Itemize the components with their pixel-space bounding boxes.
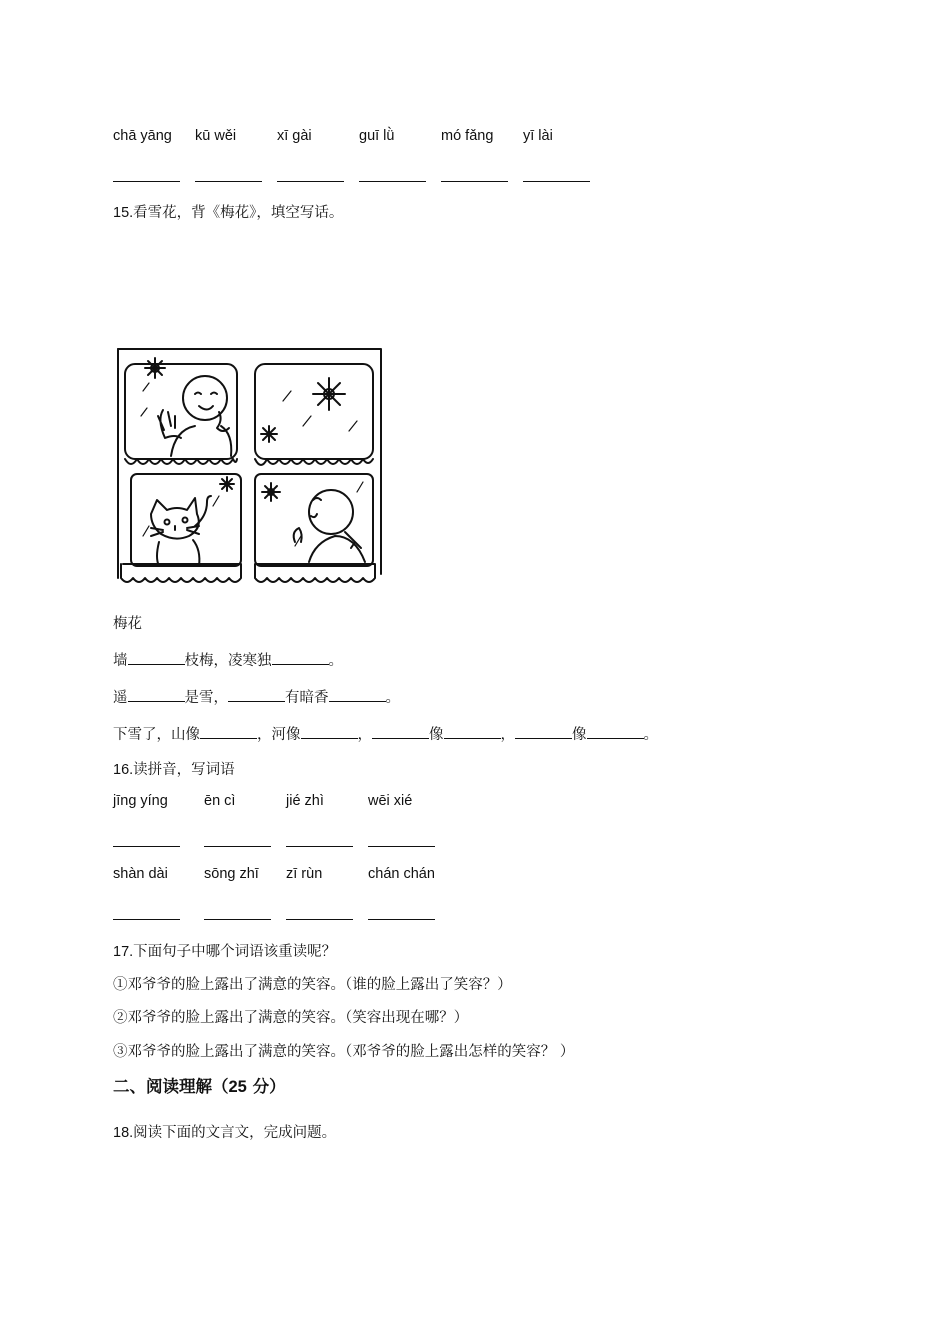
answer-line[interactable] [204, 919, 271, 920]
answer-line[interactable] [113, 919, 180, 920]
pinyin-item: mó fǎng [441, 128, 494, 144]
poem-title: 梅花 [113, 616, 142, 632]
pinyin-item: yī lài [523, 128, 553, 144]
answer-line[interactable] [113, 846, 180, 847]
sentence-text: 下雪了，山像 [113, 727, 200, 743]
pinyin-item: guī lǜ [359, 128, 395, 144]
answer-line[interactable] [204, 846, 271, 847]
sentence-text: 像 [572, 727, 587, 743]
q17-prompt [113, 940, 336, 961]
question-number: 16. [113, 762, 134, 778]
answer-line[interactable] [368, 919, 435, 920]
q17-item-1: ①邓爷爷的脸上露出了满意的笑容。（谁的脸上露出了笑容？） [113, 977, 512, 993]
writing-line [113, 723, 658, 744]
question-number: 18. [113, 1125, 134, 1141]
snow-window-illustration [113, 346, 385, 586]
question-text: 读拼音，写词语 [133, 762, 235, 778]
pinyin-item: jīng yíng [113, 793, 168, 809]
poem-text: 枝梅，凌寒独 [184, 653, 272, 669]
fill-blank[interactable] [228, 700, 285, 702]
answer-line[interactable] [523, 181, 590, 182]
pinyin-item: sōng zhī [204, 866, 259, 882]
pinyin-item: chā yāng [113, 128, 172, 144]
fill-blank[interactable] [272, 663, 329, 665]
answer-line[interactable] [195, 181, 262, 182]
pinyin-item: xī gài [277, 128, 312, 144]
sentence-text: 。 [643, 727, 658, 743]
answer-line[interactable] [368, 846, 435, 847]
heading-text: 分） [246, 1077, 286, 1096]
fill-blank[interactable] [515, 737, 572, 739]
poem-text: 墙 [113, 653, 128, 669]
poem-text: 是雪， [184, 690, 228, 706]
q18-prompt [113, 1121, 336, 1142]
answer-line[interactable] [359, 181, 426, 182]
heading-score: 25 [228, 1078, 247, 1096]
question-number: 15. [113, 205, 134, 221]
answer-line[interactable] [441, 181, 508, 182]
sentence-text: ， [500, 727, 515, 743]
q16-prompt [113, 758, 235, 779]
window-drawing-icon [113, 346, 385, 586]
pinyin-item: zī rùn [286, 866, 323, 882]
poem-text: 。 [385, 690, 400, 706]
poem-line-2 [113, 686, 400, 707]
fill-blank[interactable] [128, 663, 185, 665]
fill-blank[interactable] [444, 737, 501, 739]
answer-line[interactable] [277, 181, 344, 182]
poem-text: 遥 [113, 690, 128, 706]
sentence-text: ，河像 [257, 727, 301, 743]
pinyin-item: shàn dài [113, 866, 168, 882]
q17-item-3: ③邓爷爷的脸上露出了满意的笑容。（邓爷爷的脸上露出怎样的笑容？ ） [113, 1044, 575, 1060]
question-number: 17. [113, 944, 134, 960]
fill-blank[interactable] [329, 700, 386, 702]
q15-prompt [113, 201, 343, 222]
q17-item-2: ②邓爷爷的脸上露出了满意的笑容。（笑容出现在哪？） [113, 1010, 469, 1026]
fill-blank[interactable] [587, 737, 644, 739]
section-heading [113, 1073, 286, 1097]
pinyin-item: kū wěi [195, 128, 237, 144]
pinyin-item: chán chán [368, 866, 435, 882]
sentence-text: ， [357, 727, 372, 743]
fill-blank[interactable] [301, 737, 358, 739]
poem-text: 有暗香 [285, 690, 329, 706]
pinyin-item: ēn cì [204, 793, 236, 809]
pinyin-item: wēi xié [368, 793, 413, 809]
question-text: 阅读下面的文言文，完成问题。 [133, 1125, 337, 1141]
question-text: 看雪花，背《梅花》，填空写话。 [133, 205, 344, 221]
answer-line[interactable] [286, 846, 353, 847]
heading-text: 二、阅读理解（ [113, 1077, 229, 1096]
sentence-text: 像 [429, 727, 444, 743]
fill-blank[interactable] [200, 737, 257, 739]
answer-line[interactable] [113, 181, 180, 182]
answer-line[interactable] [286, 919, 353, 920]
pinyin-item: jié zhì [286, 793, 324, 809]
fill-blank[interactable] [128, 700, 185, 702]
poem-line-1 [113, 649, 343, 670]
fill-blank[interactable] [372, 737, 429, 739]
poem-text: 。 [328, 653, 343, 669]
question-text: 下面句子中哪个词语该重读呢？ [133, 944, 337, 960]
